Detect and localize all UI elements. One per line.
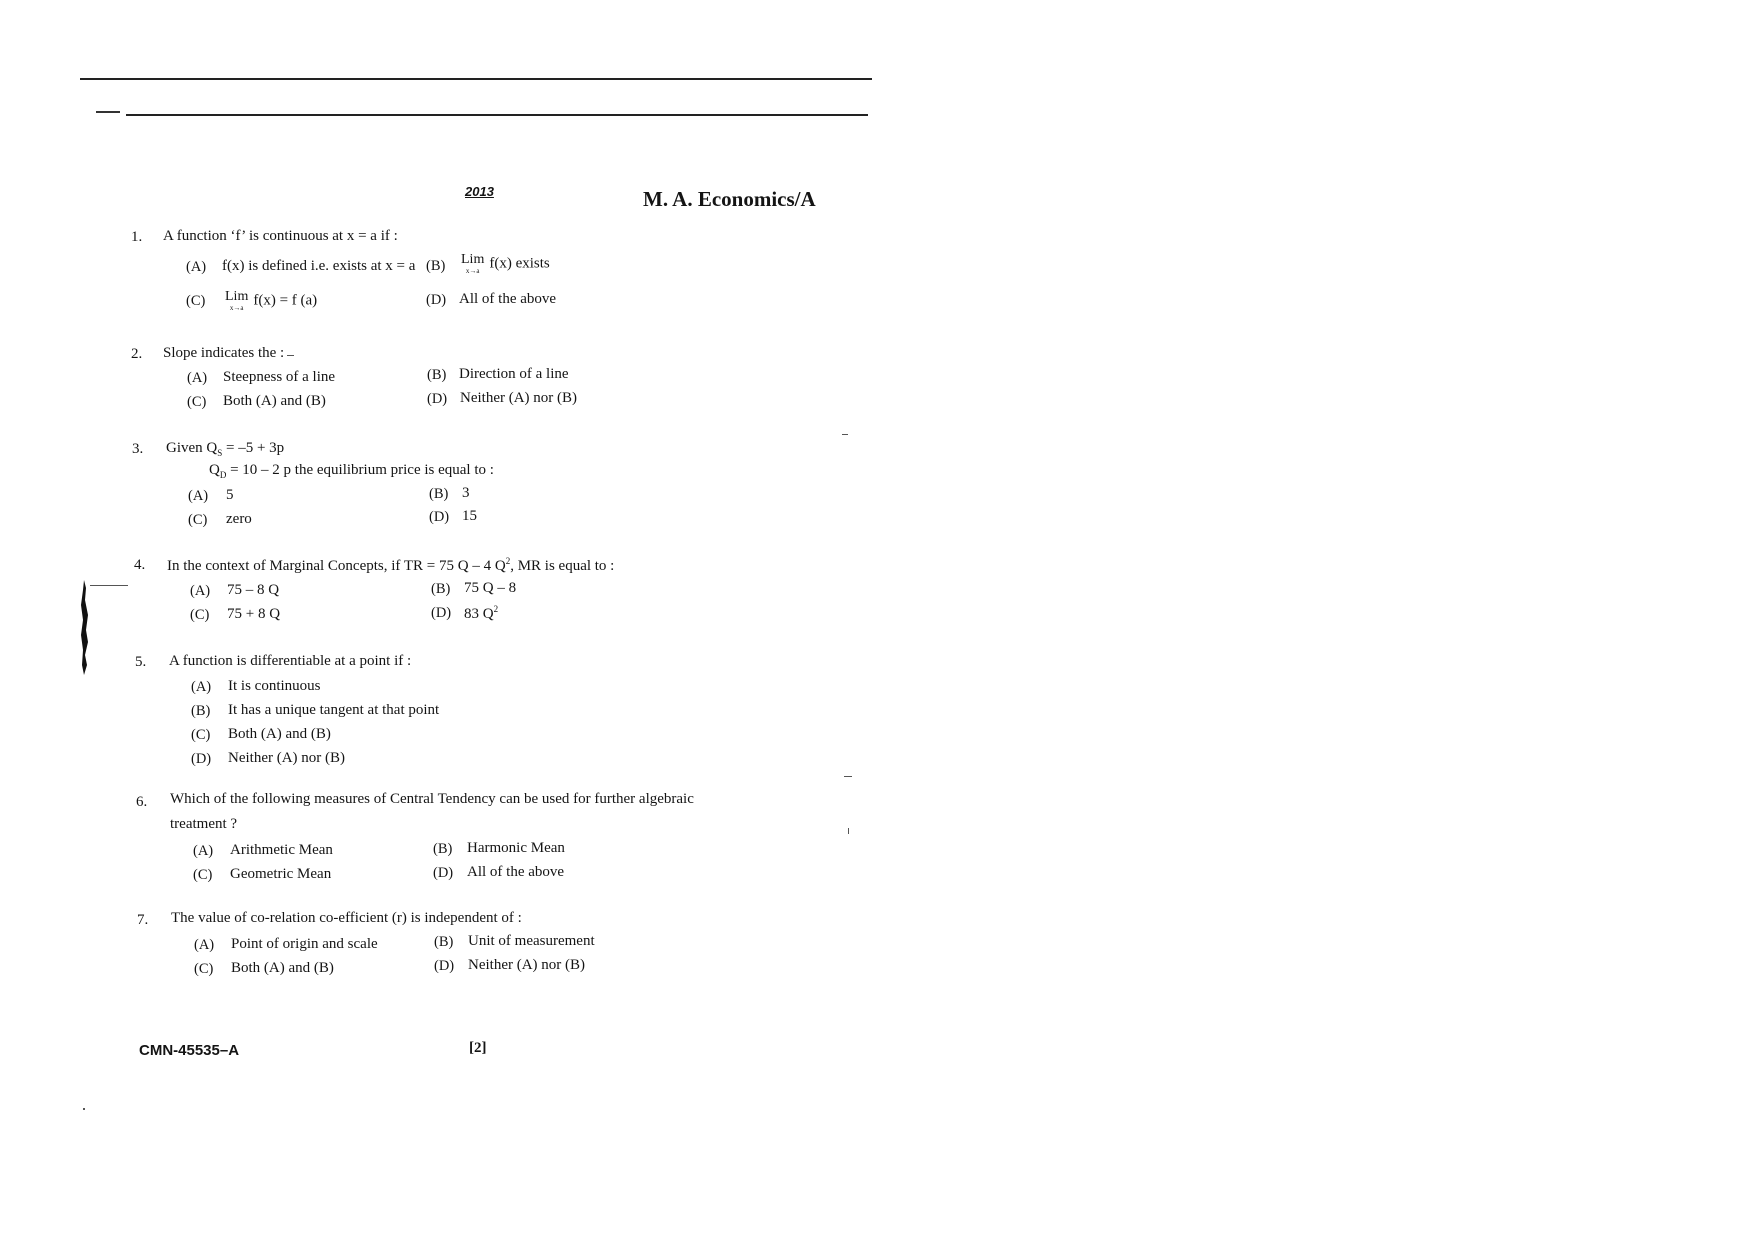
option-letter-d: (D) xyxy=(431,605,452,621)
option-b: It has a unique tangent at that point xyxy=(228,702,440,718)
question-text-line2: $Q_D = 10 - 2$ p the equilibrium price is equal to : xyxy=(209,462,494,480)
question-number: 1. xyxy=(131,229,143,245)
binding-mark xyxy=(80,580,89,675)
question-number: 6. xyxy=(136,794,148,810)
option-a: Arithmetic Mean xyxy=(230,842,333,858)
question-number: 4. xyxy=(134,557,146,573)
option-c: Both (A) and (B) xyxy=(223,393,326,409)
option-b: 75 Q – 8 xyxy=(464,580,517,596)
option-letter-b: (B) xyxy=(191,703,211,719)
option-letter-c: (C) xyxy=(187,394,207,410)
option-a: Point of origin and scale xyxy=(231,936,378,952)
option-letter-c: (C) xyxy=(186,293,206,309)
top-rule xyxy=(80,78,872,80)
page-number: [2] xyxy=(469,1040,487,1056)
option-a: Steepness of a line xyxy=(223,369,336,385)
option-letter-c: (C) xyxy=(191,727,211,743)
option-d: All of the above xyxy=(467,864,565,880)
question-number: 7. xyxy=(137,912,149,928)
question-text: The value of co-relation co-efficient (r) is independent of : xyxy=(171,910,522,926)
option-b: Harmonic Mean xyxy=(467,840,565,856)
option-letter-a: (A) xyxy=(188,488,209,504)
option-c: Lim x→a f(x) = f (a) xyxy=(225,289,318,312)
scan-speck xyxy=(83,1108,85,1110)
question-text: A function is differentiable at a point if : xyxy=(169,653,412,669)
option-letter-d: (D) xyxy=(429,509,450,525)
scan-speck xyxy=(842,434,848,435)
question-text: Slope indicates the : xyxy=(163,345,285,361)
option-letter-b: (B) xyxy=(426,258,446,274)
option-letter-a: (A) xyxy=(191,679,212,695)
question-text: In the context of Marginal Concepts, if TR = 75 Q – 4 $Q^2$, MR is equal to : xyxy=(167,556,615,574)
option-d: All of the above xyxy=(459,291,557,307)
option-letter-a: (A) xyxy=(186,259,207,275)
exam-title: M. A. Economics/A xyxy=(643,187,816,211)
option-letter-c: (C) xyxy=(194,961,214,977)
option-letter-b: (B) xyxy=(427,367,447,383)
option-c: Both (A) and (B) xyxy=(231,960,334,976)
option-c: zero xyxy=(226,511,252,527)
option-letter-b: (B) xyxy=(431,581,451,597)
option-letter-d: (D) xyxy=(433,865,454,881)
question-number: 2. xyxy=(131,346,143,362)
option-c: Geometric Mean xyxy=(230,866,332,882)
option-c: 75 + 8 Q xyxy=(227,606,281,622)
option-letter-a: (A) xyxy=(187,370,208,386)
paper-code: CMN-45535–A xyxy=(139,1042,240,1059)
option-a: 5 xyxy=(226,487,234,503)
option-letter-c: (C) xyxy=(190,607,210,623)
exam-year: 2013 xyxy=(465,184,494,199)
option-a: f(x) is defined i.e. exists at x = a xyxy=(222,258,416,274)
option-d: 83 $Q^2$ xyxy=(464,604,499,622)
option-letter-a: (A) xyxy=(190,583,211,599)
option-letter-b: (B) xyxy=(433,841,453,857)
question-text: Which of the following measures of Central Tendency can be used for further algebraic xyxy=(170,791,694,807)
option-letter-b: (B) xyxy=(429,486,449,502)
question-text: A function ‘f’ is continuous at x = a if : xyxy=(163,228,398,244)
option-a: 75 – 8 Q xyxy=(227,582,280,598)
option-c: Both (A) and (B) xyxy=(228,726,331,742)
scan-speck xyxy=(287,355,294,356)
option-b: Direction of a line xyxy=(459,366,569,382)
option-b: Lim x→a f(x) exists xyxy=(461,252,550,275)
option-d: Neither (A) nor (B) xyxy=(460,390,578,406)
option-letter-b: (B) xyxy=(434,934,454,950)
option-a: It is continuous xyxy=(228,678,321,694)
option-letter-a: (A) xyxy=(194,937,215,953)
question-text: Given $Q_S = -5 + 3p$ xyxy=(166,440,285,458)
option-d: Neither (A) nor (B) xyxy=(228,750,346,766)
option-letter-d: (D) xyxy=(191,751,212,767)
option-d: 15 xyxy=(462,508,477,524)
option-b: Unit of measurement xyxy=(468,933,595,949)
limit-operator: Lim x→a xyxy=(225,289,249,312)
option-letter-c: (C) xyxy=(193,867,213,883)
option-letter-c: (C) xyxy=(188,512,208,528)
binding-stroke xyxy=(90,585,128,586)
option-letter-d: (D) xyxy=(426,292,447,308)
option-letter-a: (A) xyxy=(193,843,214,859)
limit-operator: Lim x→a xyxy=(461,252,485,275)
option-b: 3 xyxy=(462,485,470,501)
option-letter-d: (D) xyxy=(434,958,455,974)
option-d: Neither (A) nor (B) xyxy=(468,957,586,973)
scan-speck xyxy=(844,776,852,777)
question-text-line2: treatment ? xyxy=(170,816,238,832)
secondary-rule-dash xyxy=(96,111,120,113)
option-letter-d: (D) xyxy=(427,391,448,407)
secondary-rule xyxy=(126,114,868,116)
question-number: 3. xyxy=(132,441,144,457)
question-number: 5. xyxy=(135,654,147,670)
scan-speck xyxy=(848,828,849,834)
